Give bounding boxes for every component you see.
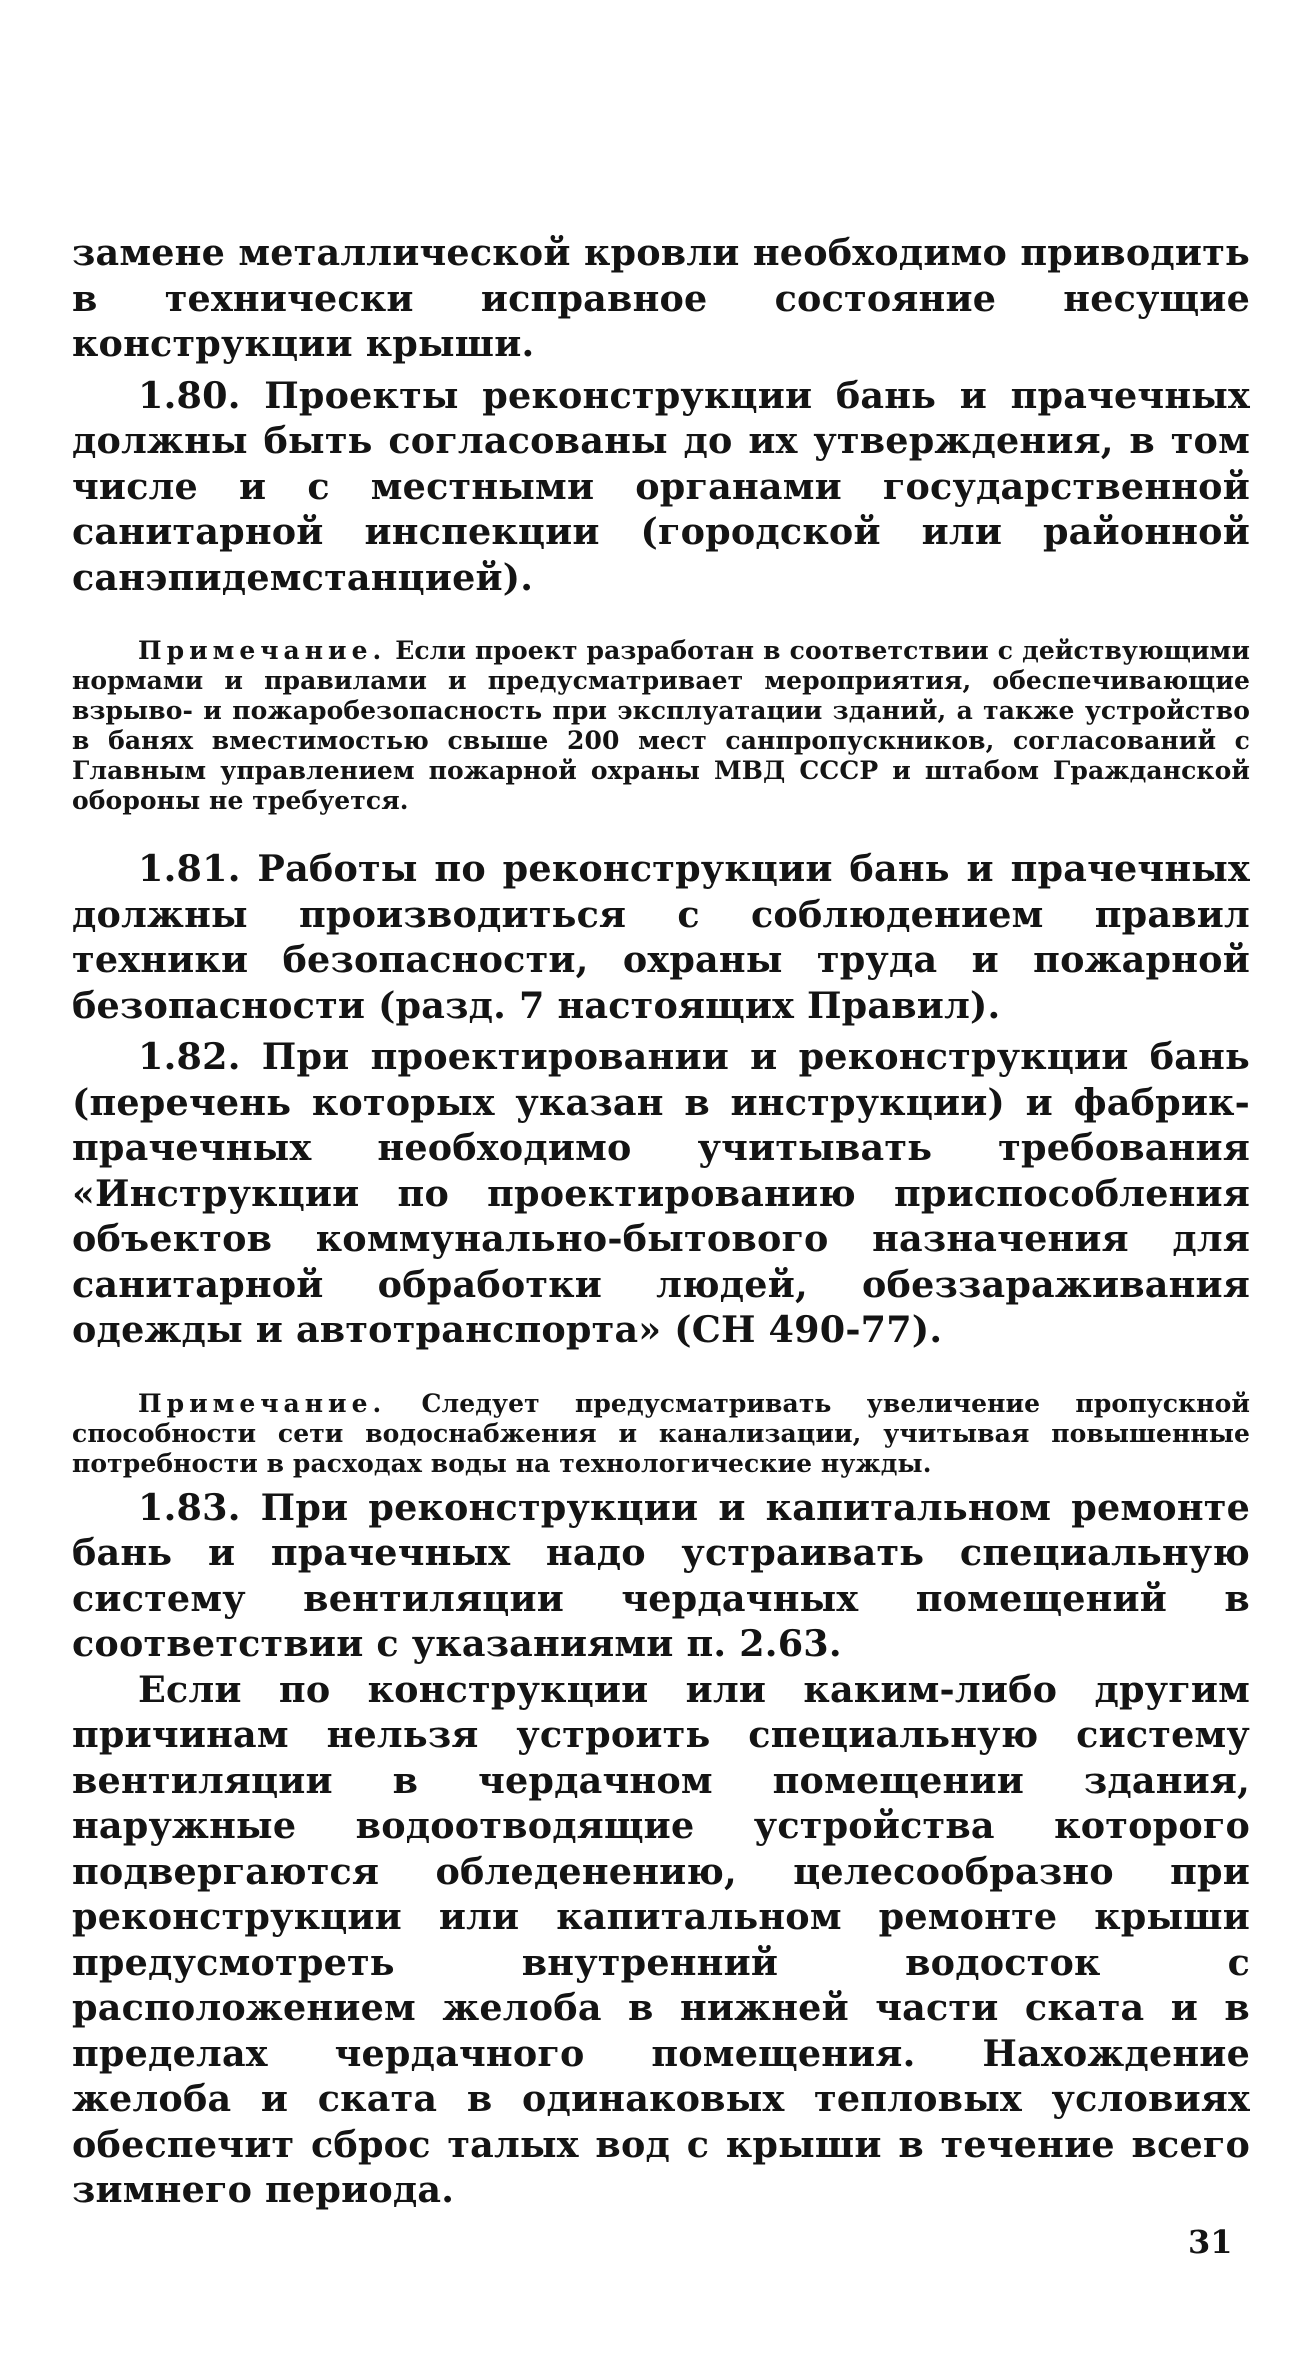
- note-2: [72, 1389, 1250, 1479]
- note-text: Если проект разработан в соответствии с действующими нормами и правилами и предусматривает мероприятия, обеспечивающие взрыво- и пожаробезопасность при эксплуатации зданий, а также устройство в банях вместимостью свыше 200 мест санпропускников, согласований с Главным управлением пожарной охраны МВД СССР и штабом Гражданской обороны не требуется.: [72, 636, 1250, 815]
- paragraph-1-83-continuation: Если по конструкции или каким-либо другим причинам нельзя устроить специальную систему вентиляции в чердачном помещении здания, наружные водоотводящие устройства которого подвергаются обледенению, целесообразно при реконструкции или капитальном ремонте крыши предусмотреть внутренний водосток с расположением желоба в нижней части ската и в пределах чердачного помещения. Нахождение желоба и ската в одинаковых тепловых условиях обеспечит сброс талых вод с крыши в течение всего зимнего периода.: [72, 1667, 1250, 2211]
- page-number: 31: [1188, 2223, 1233, 2261]
- continuation-paragraph: замене металлической кровли необходимо приводить в технически исправное состояние несущие конструкции крыши.: [72, 231, 1250, 365]
- note-1: [72, 636, 1250, 816]
- paragraph-1-81: [72, 846, 1250, 1028]
- note-text: Следует предусматривать увеличение пропускной способности сети водоснабжения и канализации, учитывая повышенные потребности в расходах воды на технологические нужды.: [72, 1388, 1250, 1478]
- paragraph-1-82: [72, 1034, 1250, 1353]
- paragraph-number: 1.83.: [138, 1485, 241, 1529]
- note-label: Примечание.: [138, 636, 387, 665]
- paragraph-text: При реконструкции и капитальном ремонте бань и прачечных надо устраивать специальную систему вентиляции чердачных помещений в соответствии с указаниями п. 2.63.: [72, 1485, 1250, 1665]
- paragraph-text: Работы по реконструкции бань и прачечных должны производиться с соблюдением правил техники безопасности, охраны труда и пожарной безопасности (разд. 7 настоящих Правил).: [72, 847, 1250, 1027]
- paragraph-text: При проектировании и реконструкции бань (перечень которых указан в инструкции) и фабрик-прачечных необходимо учитывать требования «Инструкции по проектированию приспособления объектов коммунально-бытового назначения для санитарной обработки людей, обеззараживания одежды и автотранспорта» (СН 490-77).: [72, 1035, 1250, 1351]
- paragraph-number: 1.82.: [138, 1035, 241, 1078]
- paragraph-1-83: [72, 1485, 1250, 1667]
- paragraph-text: Проекты реконструкции бань и прачечных должны быть согласованы до их утверждения, в том числе и с местными органами государственной санитарной инспекции (городской или районной санэпидемстанцией).: [72, 373, 1250, 599]
- note-label: Примечание.: [138, 1388, 387, 1418]
- page-content: [72, 230, 1250, 2213]
- paragraph-number: 1.80.: [138, 373, 241, 417]
- paragraph-number: 1.81.: [138, 847, 241, 890]
- paragraph-1-80: [72, 373, 1250, 601]
